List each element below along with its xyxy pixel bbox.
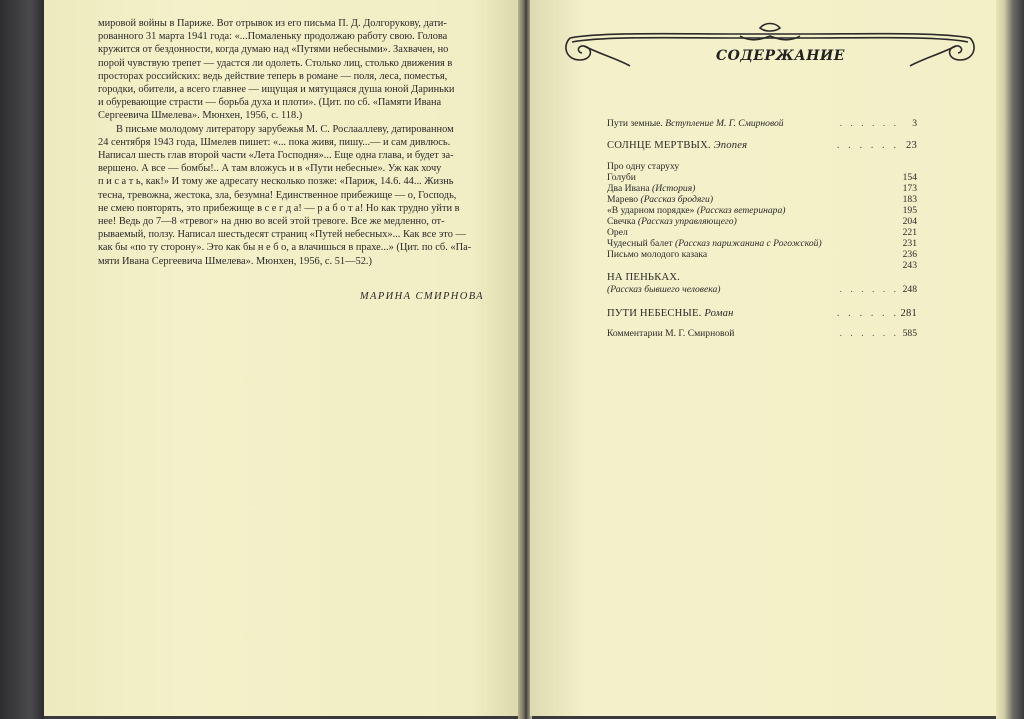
toc-entry-title (607, 227, 628, 238)
toc-leader-dots: . . . . . . (839, 284, 899, 295)
text-line: порой чувствую трепет — удастся ли одолеть. Столько лиц, столько движения в (98, 57, 453, 69)
text-line: городки, обители, а всего главнее — ищущая и мятущаяся душа юной Дариньки (98, 84, 455, 96)
toc-entry-text: Комментарии М. Г. Смирновой (607, 328, 735, 339)
toc-page-number: 3 (912, 118, 917, 129)
toc-page-number: 236 (902, 249, 917, 260)
toc-entry-subtitle: (Рассказ бродяги) (640, 194, 714, 205)
page-stack-edge-right (996, 0, 1024, 719)
toc-entry-title (607, 172, 636, 183)
text-line: рываемый, ползу. Написал шестьдесят страниц «Путей небесных»... Как все это — (98, 229, 466, 241)
toc-page-number: 173 (902, 183, 917, 194)
toc-page-number: 221 (902, 227, 917, 238)
toc-entry-subtitle: (Рассказ парижанина с Рогожской) (675, 238, 822, 249)
right-page (530, 0, 998, 716)
toc-entry-title (607, 183, 695, 194)
toc-page-number: 23 (906, 140, 917, 151)
toc-title: СОДЕРЖАНИЕ (716, 48, 845, 64)
toc-entry-subtitle: (История) (652, 183, 696, 194)
toc-page-number: 585 (902, 328, 917, 339)
text-line: и обуревающие страсти — борьба духа и плоти». (Цит. по сб. «Памяти Ивана (98, 97, 442, 109)
toc-entry-title (607, 216, 737, 227)
toc-entry-title (607, 272, 680, 283)
toc-entry-subtitle: Эпопея (713, 140, 748, 151)
text-line: п и с а т ь, как!» И тому же адресату несколько позже: «Париж, 14.6. 44... Жизнь (98, 176, 454, 188)
toc-entry-title (607, 238, 822, 249)
toc-page-number: 154 (902, 172, 917, 183)
text-line: рованного 31 марта 1941 года: «...Помаленьку продолжаю работу свою. Голова (98, 31, 448, 43)
afterword-paragraph (98, 123, 484, 268)
toc-entry-title (607, 328, 734, 339)
toc-entry-text: Пути земные. (607, 118, 663, 129)
toc-entry-text: Письмо молодого казака (607, 249, 708, 260)
text-line: мяти Ивана Сергеевича Шмелева». Мюнхен, 1956, с. 51—52.) (98, 255, 372, 267)
afterword-paragraph (98, 17, 484, 123)
toc-entry-title (607, 194, 713, 205)
toc-page-number: 281 (900, 308, 917, 319)
toc-entry-title (607, 205, 785, 216)
toc-page-number: 231 (902, 238, 917, 249)
toc-entry-subtitle: Вступление М. Г. Смирновой (665, 118, 784, 129)
toc-leader-dots: . . . . . . (839, 328, 899, 339)
afterword-text (98, 17, 484, 268)
author-signature: МАРИНА СМИРНОВА (359, 291, 484, 302)
toc-entry-text: Голуби (607, 172, 636, 183)
toc-leader-dots: . . . . . . (836, 308, 899, 319)
toc-entry-text: «В ударном порядке» (607, 205, 695, 216)
toc-entry-title (607, 161, 679, 172)
toc-entry-text: Про одну старуху (607, 161, 680, 172)
toc-page-number: 183 (902, 194, 917, 205)
toc-entry-text: Чудесный балет (607, 238, 673, 249)
toc-entry-subtitle: (Рассказ ветеринара) (696, 205, 786, 216)
text-line: мировой войны в Париже. Вот отрывок из его письма П. Д. Долгорукову, дати- (98, 18, 447, 29)
book-cover-edge-left (0, 0, 44, 719)
toc-entry-title (607, 308, 734, 319)
toc-entry-subtitle: Роман (704, 308, 734, 319)
toc-entry-title (607, 140, 747, 151)
text-line: кружится от бездонности, когда думаю над «Путями небесными». Захвачен, но (98, 44, 449, 56)
toc-entry-subtitle: (Рассказ бывшего человека) (607, 284, 721, 295)
toc-entry-text: Свечка (607, 216, 636, 227)
text-line: как бы «по ту сторону». Это как бы н е б о, а влачишься в прахе...» (Цит. по сб. «Па- (98, 242, 472, 254)
toc-page-number: 248 (902, 284, 917, 295)
text-line: В письме молодому литератору зарубежья М. С. Рослааллеву, датированном (116, 123, 454, 135)
toc-entry-subtitle: (Рассказ управляющего) (637, 216, 737, 227)
toc-entry-text: Марево (607, 194, 639, 205)
toc-leader-dots: . . . . . . (836, 140, 899, 151)
toc-leader-dots: . . . . . . (839, 118, 899, 129)
text-line: тесна, тревожна, жестока, зла, безумна! Единственное прибежище — о, Господь, (98, 189, 457, 201)
toc-page-number: 195 (902, 205, 917, 216)
toc-entry-text: НА ПЕНЬКАХ. (607, 272, 681, 283)
text-line: 24 сентября 1943 года, Шмелев пишет: «... пока живя, пишу...— и сам дивлюсь. (98, 136, 451, 148)
toc-entry-text: СОЛНЦЕ МЕРТВЫХ. (607, 140, 711, 151)
toc-entry-text: ПУТИ НЕБЕСНЫЕ. (607, 308, 702, 319)
text-line: нее! Ведь до 7—8 «тревог» на дню во всей этой тревоге. Все же медленно, от- (98, 216, 445, 228)
toc-entry-title (607, 284, 720, 295)
text-line: вершено. А все — бомбы!.. А там вложусь и в «Пути небесные». Уж как хочу (98, 163, 442, 175)
toc-entry-title (607, 118, 784, 129)
text-line: не смею повторять, это прибежище в с е г д а! — р а б о т а! Но как трудно уйти в (98, 202, 460, 214)
toc-entry-title (607, 249, 707, 260)
toc-page-number: 204 (902, 216, 917, 227)
toc-entry-text: Орел (607, 227, 628, 238)
toc-page-number: 243 (902, 260, 917, 271)
toc-entry-text: Два Ивана (607, 183, 650, 194)
text-line: Написал шесть глав второй части «Лета Господня»... Еще одна глава, и будет за- (98, 150, 454, 162)
text-line: Сергеевича Шмелева». Мюнхен, 1956, с. 118.) (98, 110, 303, 122)
text-line: просторах российских: ведь действие теперь в романе — поля, леса, поместья, (98, 70, 448, 82)
